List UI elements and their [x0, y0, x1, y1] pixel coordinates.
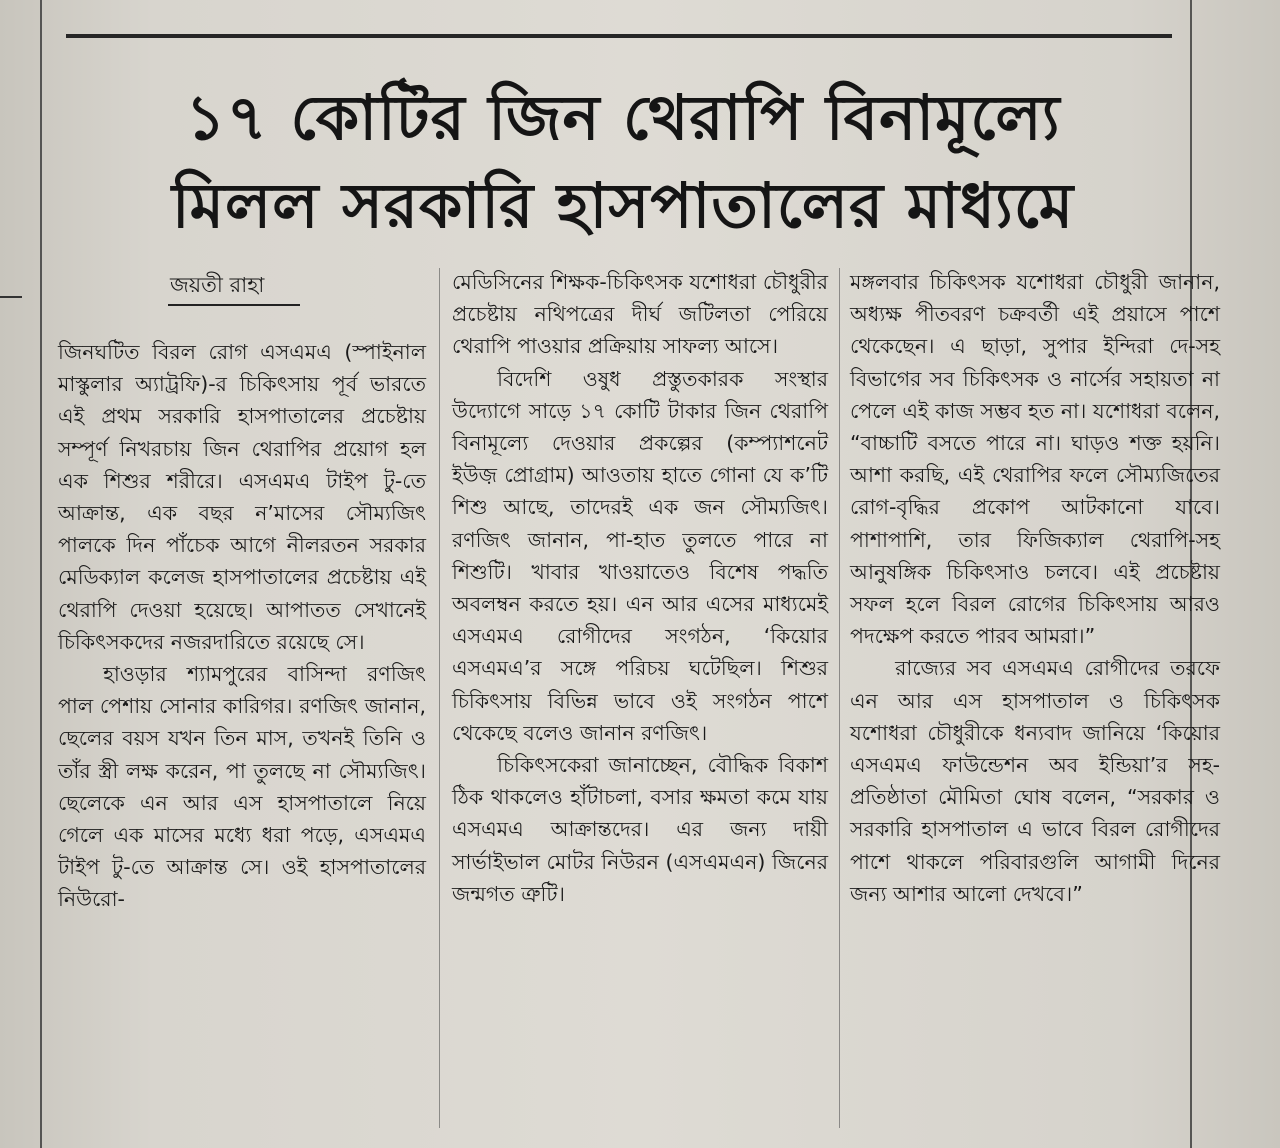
- col2-paragraph-2: বিদেশি ওষুধ প্রস্তুতকারক সংস্থার উদ্যোগে সাড়ে ১৭ কোটি টাকার জিন থেরাপি বিনামূল্যে দেওয়ার প্রকল্পের (কম্প্যাশনেট ইউজ় প্রোগ্রাম) আওতায় হাতে গোনা যে ক’টি শিশু আছে, তাদেরই এক জন সৌম্যজিৎ। রণজিৎ জানান, পা-হাত তুলতে পারে না শিশুটি। খাবার খাওয়াতেও বিশেষ পদ্ধতি অবলম্বন করতে হয়। এন আর এসের মাধ্যমেই এসএমএ রোগীদের সংগঠন, ‘কিয়োর এসএমএ’র সঙ্গে পরিচয় ঘটেছিল। শিশুর চিকিৎসায় বিভিন্ন ভাবে ওই সংগঠন পাশে থেকেছে বলেও জানান রণজিৎ।: [452, 366, 828, 745]
- byline-underline: [168, 304, 300, 306]
- column-separator-1: [439, 268, 440, 1128]
- headline-top-rule: [66, 34, 1172, 38]
- article-column-3: [850, 266, 1220, 910]
- article-column-2: [452, 266, 828, 910]
- col2-paragraph-3: চিকিৎসকেরা জানাচ্ছেন, বৌদ্ধিক বিকাশ ঠিক থাকলেও হাঁটাচলা, বসার ক্ষমতা কমে যায় এসএমএ আক্রান্তদের। এর জন্য দায়ী সার্ভাইভাল মোটর নিউরন (এসএমএন) জিনের জন্মগত ত্রুটি।: [452, 753, 828, 906]
- col3-paragraph-1: মঙ্গলবার চিকিৎসক যশোধরা চৌধুরী জানান, অধ্যক্ষ পীতবরণ চক্রবর্তী এই প্রয়াসে পাশে থেকেছেন। এ ছাড়া, সুপার ইন্দিরা দে-সহ বিভাগের সব চিকিৎসক ও নার্সের সহায়তা না পেলে এই কাজ সম্ভব হত না। যশোধরা বলেন, “বাচ্চাটি বসতে পারে না। ঘাড়ও শক্ত হয়নি। আশা করছি, এই থেরাপির ফলে সৌম্যজিতের রোগ-বৃদ্ধির প্রকোপ আটকানো যাবে। পাশাপাশি, তার ফিজিক্যাল থেরাপি-সহ আনুষঙ্গিক চিকিৎসাও চলবে। এই প্রচেষ্টায় সফল হলে বিরল রোগের চিকিৎসায় আরও পদক্ষেপ করতে পারব আমরা।”: [850, 270, 1220, 649]
- left-fragment-rule: [0, 296, 22, 298]
- byline: জয়তী রাহা: [170, 273, 265, 297]
- col1-paragraph-1: জিনঘটিত বিরল রোগ এসএমএ (স্পাইনাল মাস্কুলার অ্যাট্রফি)-র চিকিৎসায় পূর্ব ভারতে এই প্রথম সরকারি হাসপাতালের প্রচেষ্টায় সম্পূর্ণ নিখরচায় জিন থেরাপির প্রয়োগ হল এক শিশুর শরীরে। এসএমএ টাইপ টু-তে আক্রান্ত, এক বছর ন’মাসের সৌম্যজিৎ পালকে দিন পাঁচেক আগে নীলরতন সরকার মেডিক্যাল কলেজ হাসপাতালের প্রচেষ্টায় এই থেরাপি দেওয়া হয়েছে। আপাতত সেখানেই চিকিৎসকদের নজরদারিতে রয়েছে সে।: [58, 340, 426, 654]
- headline-line-2: মিলল সরকারি হাসপাতালের মাধ্যমে: [171, 169, 1075, 242]
- article-column-1: [58, 336, 426, 916]
- col1-paragraph-2: হাওড়ার শ্যামপুরের বাসিন্দা রণজিৎ পাল পেশায় সোনার কারিগর। রণজিৎ জানান, ছেলের বয়স যখন তিন মাস, তখনই তিনি ও তাঁর স্ত্রী লক্ষ করেন, পা তুলছে না সৌম্যজিৎ। ছেলেকে এন আর এস হাসপাতালে নিয়ে গেলে এক মাসের মধ্যে ধরা পড়ে, এসএমএ টাইপ টু-তে আক্রান্ত সে। ওই হাসপাতালের নিউরো-: [58, 662, 426, 912]
- left-column-rule: [40, 0, 42, 1148]
- column-separator-2: [839, 268, 840, 1128]
- col3-paragraph-2: রাজ্যের সব এসএমএ রোগীদের তরফে এন আর এস হাসপাতাল ও চিকিৎসক যশোধরা চৌধুরীকে ধন্যবাদ জানিয়ে ‘কিয়োর এসএমএ ফাউন্ডেশন অব ইন্ডিয়া’র সহ-প্রতিষ্ঠাতা মৌমিতা ঘোষ বলেন, “সরকার ও সরকারি হাসপাতাল এ ভাবে বিরল রোগীদের পাশে থাকলে পরিবারগুলি আগামী দিনের জন্য আশার আলো দেখবে।”: [850, 656, 1220, 906]
- headline: [64, 74, 1182, 250]
- col2-paragraph-1: মেডিসিনের শিক্ষক-চিকিৎসক যশোধরা চৌধুরীর প্রচেষ্টায় নথিপত্রের দীর্ঘ জটিলতা পেরিয়ে থেরাপি পাওয়ার প্রক্রিয়ায় সাফল্য আসে।: [452, 270, 828, 359]
- headline-line-1: ১৭ কোটির জিন থেরাপি বিনামূল্যে: [185, 81, 1061, 154]
